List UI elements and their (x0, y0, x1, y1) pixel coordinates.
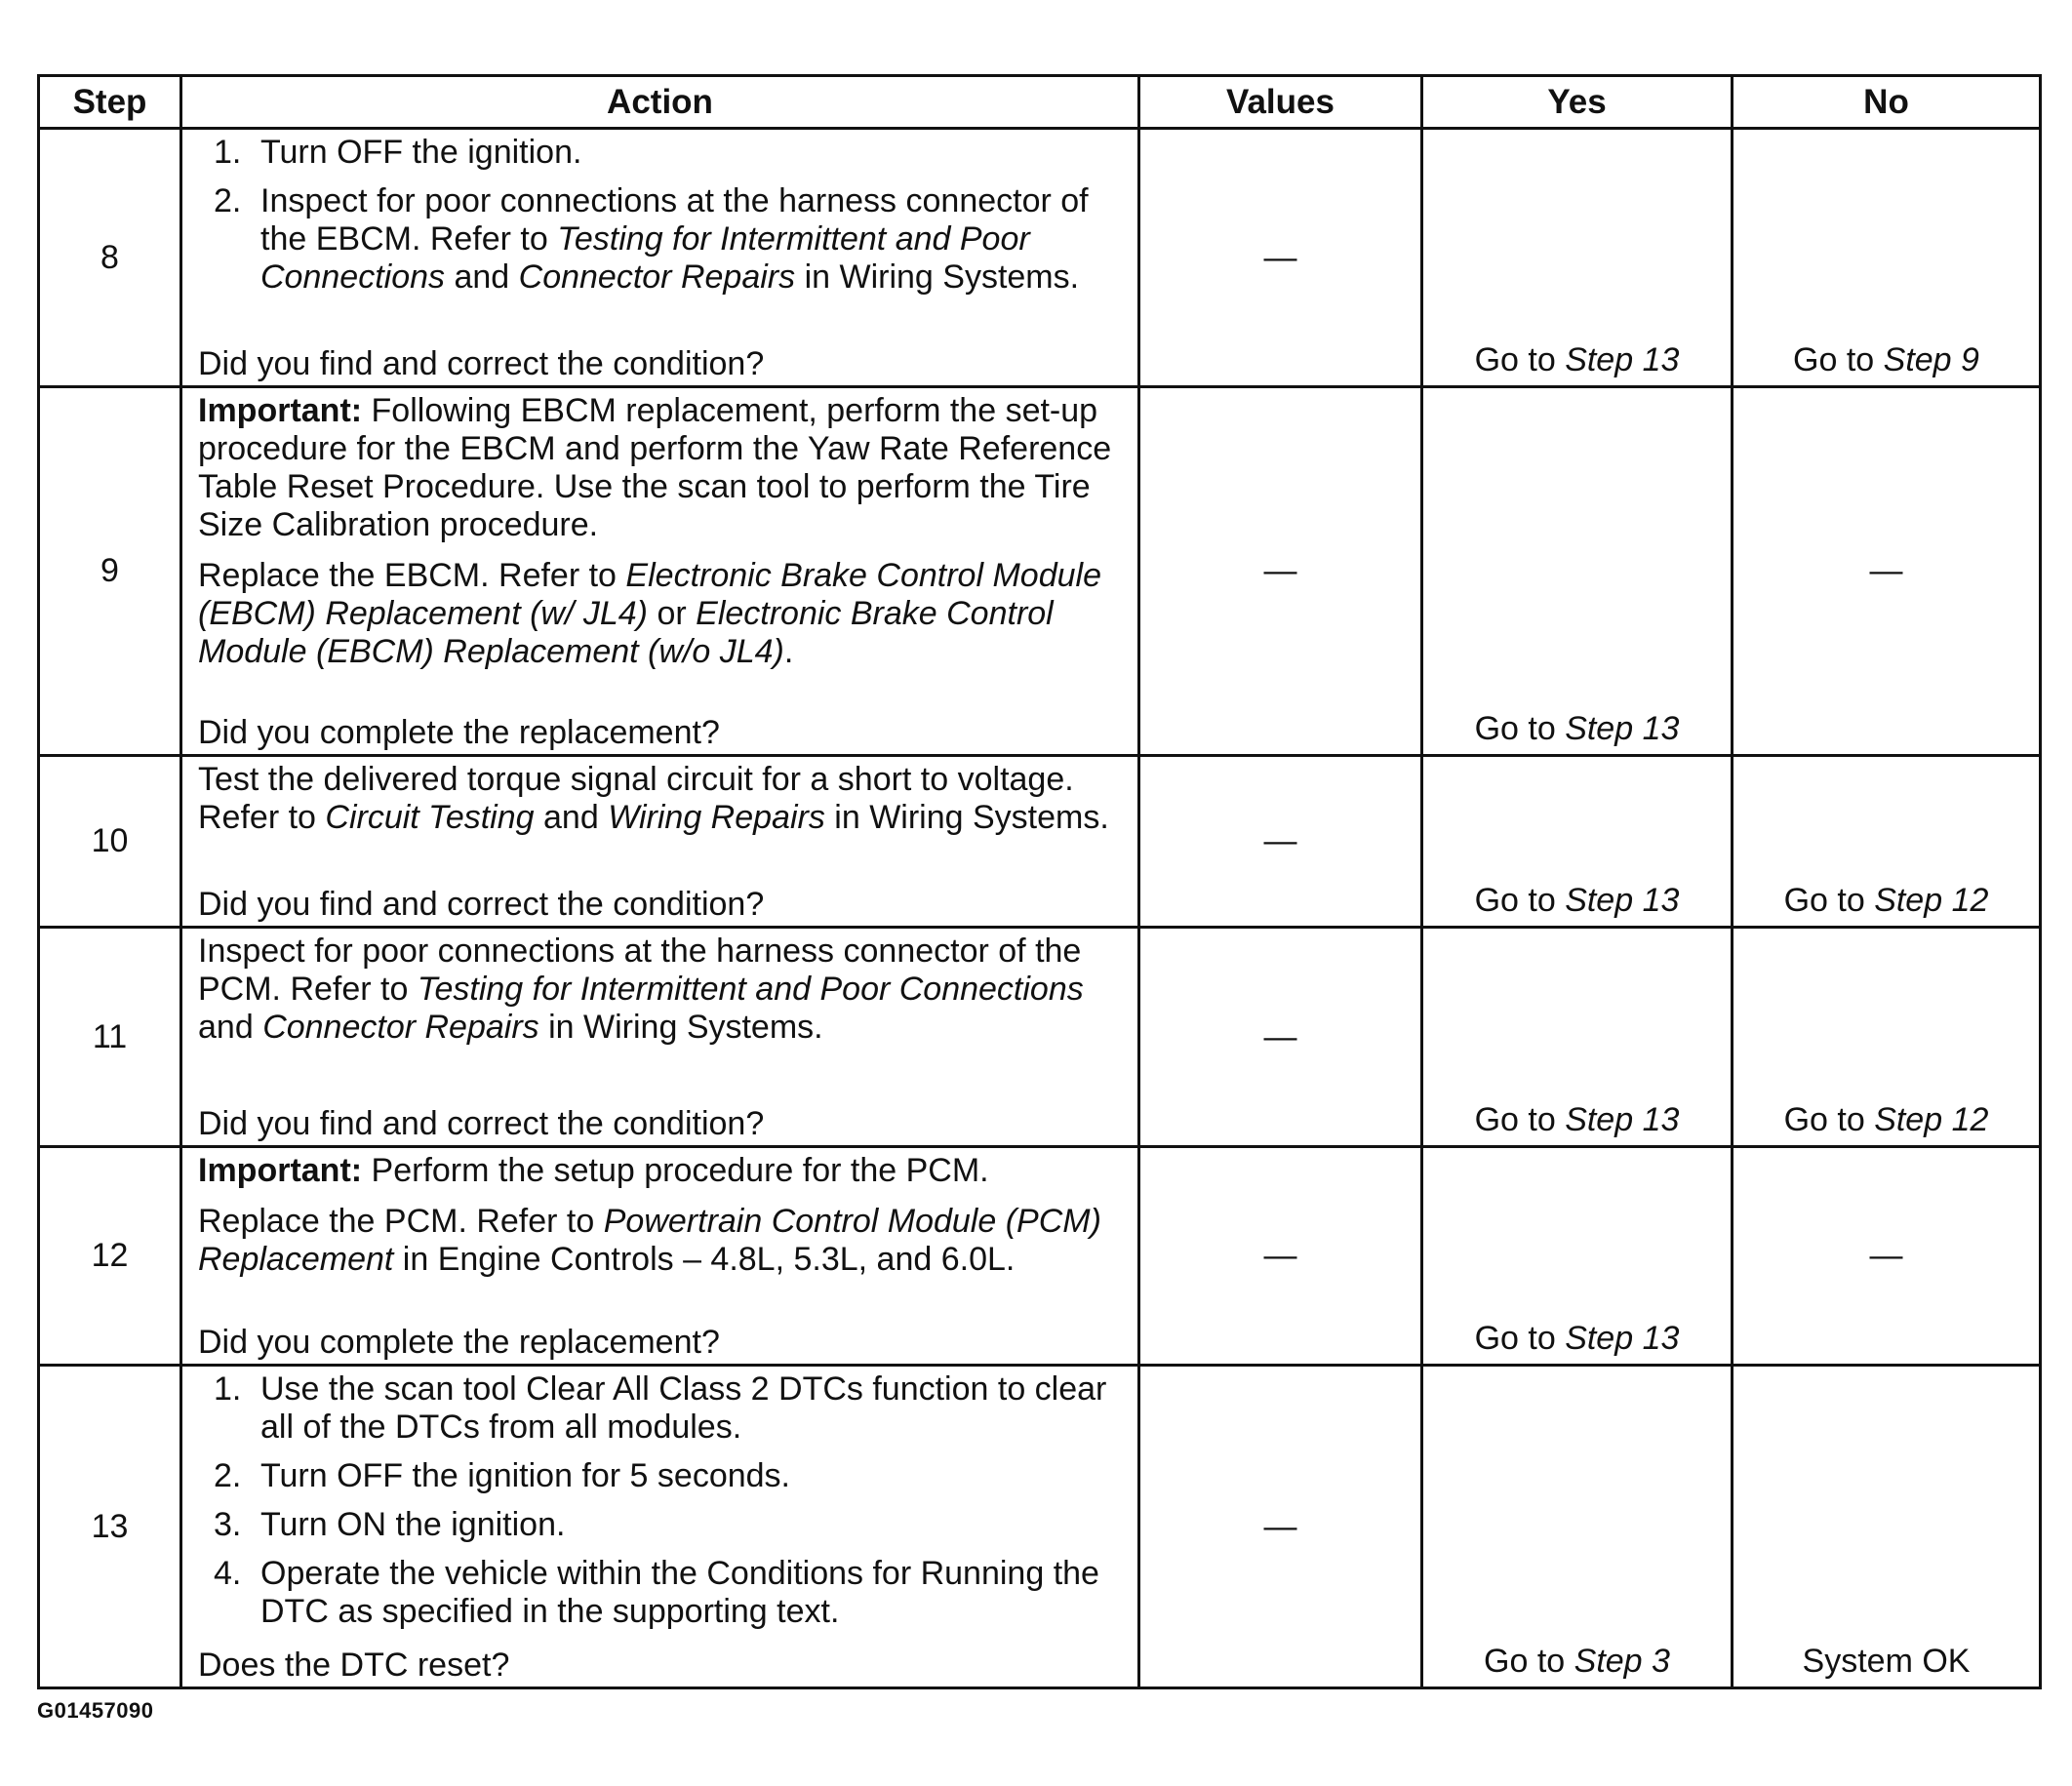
action-paragraph (198, 761, 1124, 837)
list-text (260, 1555, 1124, 1631)
values-cell: — (1139, 928, 1422, 1147)
list-item (198, 1457, 1124, 1495)
no-cell: — (1733, 1147, 2041, 1366)
text-run: Following EBCM replacement, perform the set-up procedure for the EBCM and perform the Yaw Rate Reference Table Reset Procedure. Use the scan tool to perform the Tire Size Calibration procedure. (198, 392, 1112, 543)
table-row (39, 129, 2041, 387)
action-paragraph (198, 392, 1124, 544)
no-cell: Go to Step 9 (1733, 129, 2041, 387)
list-item (198, 1506, 1124, 1544)
yes-cell: Go to Step 13 (1422, 387, 1733, 756)
list-text (260, 134, 1124, 172)
text-run: and (534, 799, 609, 836)
list-item (198, 1555, 1124, 1631)
reference-text: Testing for Intermittent and Poor Connections (260, 220, 1030, 296)
list-item (198, 182, 1124, 297)
action-cell (181, 756, 1139, 928)
reference-text: Testing for Intermittent and Poor Connections (417, 971, 1084, 1008)
reference-text: Connector Repairs (518, 258, 796, 296)
list-text (260, 1370, 1124, 1447)
text-run: Perform the setup procedure for the PCM. (362, 1152, 989, 1189)
table-row (39, 387, 2041, 756)
values-cell: — (1139, 756, 1422, 928)
action-question: Does the DTC reset? (198, 1647, 510, 1684)
text-run: Inspect for poor connections at the harness connector of the PCM. Refer to (198, 933, 1082, 1008)
action-body (198, 134, 1124, 308)
action-cell (181, 1147, 1139, 1366)
table-row (39, 928, 2041, 1147)
step-number: 9 (39, 387, 181, 756)
action-question: Did you find and correct the condition? (198, 345, 765, 382)
action-body (198, 933, 1124, 1047)
text-run: or (648, 595, 697, 632)
bold-label: Important: (198, 1152, 363, 1189)
reference-text: Circuit Testing (325, 799, 535, 836)
header-step: Step (39, 76, 181, 129)
action-cell (181, 928, 1139, 1147)
action-cell (181, 1366, 1139, 1688)
reference-text: Wiring Repairs (608, 799, 825, 836)
header-row (39, 76, 2041, 129)
values-cell: — (1139, 129, 1422, 387)
action-paragraph (198, 557, 1124, 671)
step-number: 10 (39, 756, 181, 928)
yes-cell: Go to Step 13 (1422, 756, 1733, 928)
text-run: in Wiring Systems. (824, 799, 1109, 836)
values-cell: — (1139, 1147, 1422, 1366)
action-body (198, 761, 1124, 837)
action-body (198, 1152, 1124, 1279)
text-run: Replace the EBCM. Refer to (198, 557, 626, 594)
header-action: Action (181, 76, 1139, 129)
header-no: No (1733, 76, 2041, 129)
text-run: in Engine Controls – 4.8L, 5.3L, and 6.0L. (393, 1241, 1016, 1278)
action-question: Did you complete the replacement? (198, 1324, 720, 1361)
header-values: Values (1139, 76, 1422, 129)
yes-cell: Go to Step 13 (1422, 1147, 1733, 1366)
list-text (260, 1457, 1124, 1495)
action-question: Did you find and correct the condition? (198, 886, 765, 923)
list-item (198, 1370, 1124, 1447)
table-row (39, 1366, 2041, 1688)
text-run: Turn ON the ignition. (260, 1506, 566, 1543)
no-cell: Go to Step 12 (1733, 928, 2041, 1147)
step-number: 13 (39, 1366, 181, 1688)
text-run: Test the delivered torque signal circuit for a short to voltage. Refer to (198, 761, 1074, 836)
action-paragraph (198, 933, 1124, 1047)
action-body (198, 392, 1124, 671)
action-question: Did you find and correct the condition? (198, 1105, 765, 1142)
no-cell: System OK (1733, 1366, 2041, 1688)
list-number: 3. (214, 1506, 242, 1543)
no-cell: Go to Step 12 (1733, 756, 2041, 928)
step-number: 11 (39, 928, 181, 1147)
action-steps-list (198, 134, 1124, 297)
list-number: 4. (214, 1555, 242, 1592)
action-paragraph (198, 1203, 1124, 1279)
yes-cell: Go to Step 13 (1422, 129, 1733, 387)
values-cell: — (1139, 387, 1422, 756)
step-number: 12 (39, 1147, 181, 1366)
no-cell: — (1733, 387, 2041, 756)
yes-cell: Go to Step 13 (1422, 928, 1733, 1147)
action-steps-list (198, 1370, 1124, 1631)
list-number: 2. (214, 182, 242, 219)
text-run: and (445, 258, 519, 296)
list-number: 2. (214, 1457, 242, 1494)
values-cell: — (1139, 1366, 1422, 1688)
action-body (198, 1370, 1124, 1643)
action-question: Did you complete the replacement? (198, 714, 720, 751)
action-cell (181, 387, 1139, 756)
text-run: Turn OFF the ignition. (260, 134, 582, 171)
step-number: 8 (39, 129, 181, 387)
yes-cell: Go to Step 3 (1422, 1366, 1733, 1688)
text-run: in Wiring Systems. (538, 1009, 823, 1046)
text-run: Operate the vehicle within the Conditions for Running the DTC as specified in the supporting text. (260, 1555, 1099, 1630)
text-run: and (198, 1009, 263, 1046)
table-row (39, 1147, 2041, 1366)
reference-text: Electronic Brake Control Module (EBCM) Replacement (w/o JL4) (198, 595, 1054, 670)
table-row (39, 756, 2041, 928)
list-number: 1. (214, 1370, 242, 1408)
diagnostic-table (37, 74, 2042, 1689)
figure-id: G01457090 (37, 1698, 154, 1723)
reference-text: Powertrain Control Module (PCM) Replacement (198, 1203, 1101, 1278)
reference-text: Electronic Brake Control Module (EBCM) Replacement (w/ JL4) (198, 557, 1101, 632)
list-text (260, 182, 1124, 297)
text-run: . (783, 633, 794, 670)
text-run: Replace the PCM. Refer to (198, 1203, 604, 1240)
action-paragraph (198, 1152, 1124, 1190)
list-text (260, 1506, 1124, 1544)
list-item (198, 134, 1124, 172)
action-cell (181, 129, 1139, 387)
bold-label: Important: (198, 392, 363, 429)
list-number: 1. (214, 134, 242, 171)
text-run: Inspect for poor connections at the harness connector of the EBCM. Refer to (260, 182, 1089, 258)
text-run: Turn OFF the ignition for 5 seconds. (260, 1457, 790, 1494)
text-run: in Wiring Systems. (795, 258, 1080, 296)
text-run: Use the scan tool Clear All Class 2 DTCs function to clear all of the DTCs from all modules. (260, 1370, 1107, 1446)
header-yes: Yes (1422, 76, 1733, 129)
reference-text: Connector Repairs (262, 1009, 539, 1046)
